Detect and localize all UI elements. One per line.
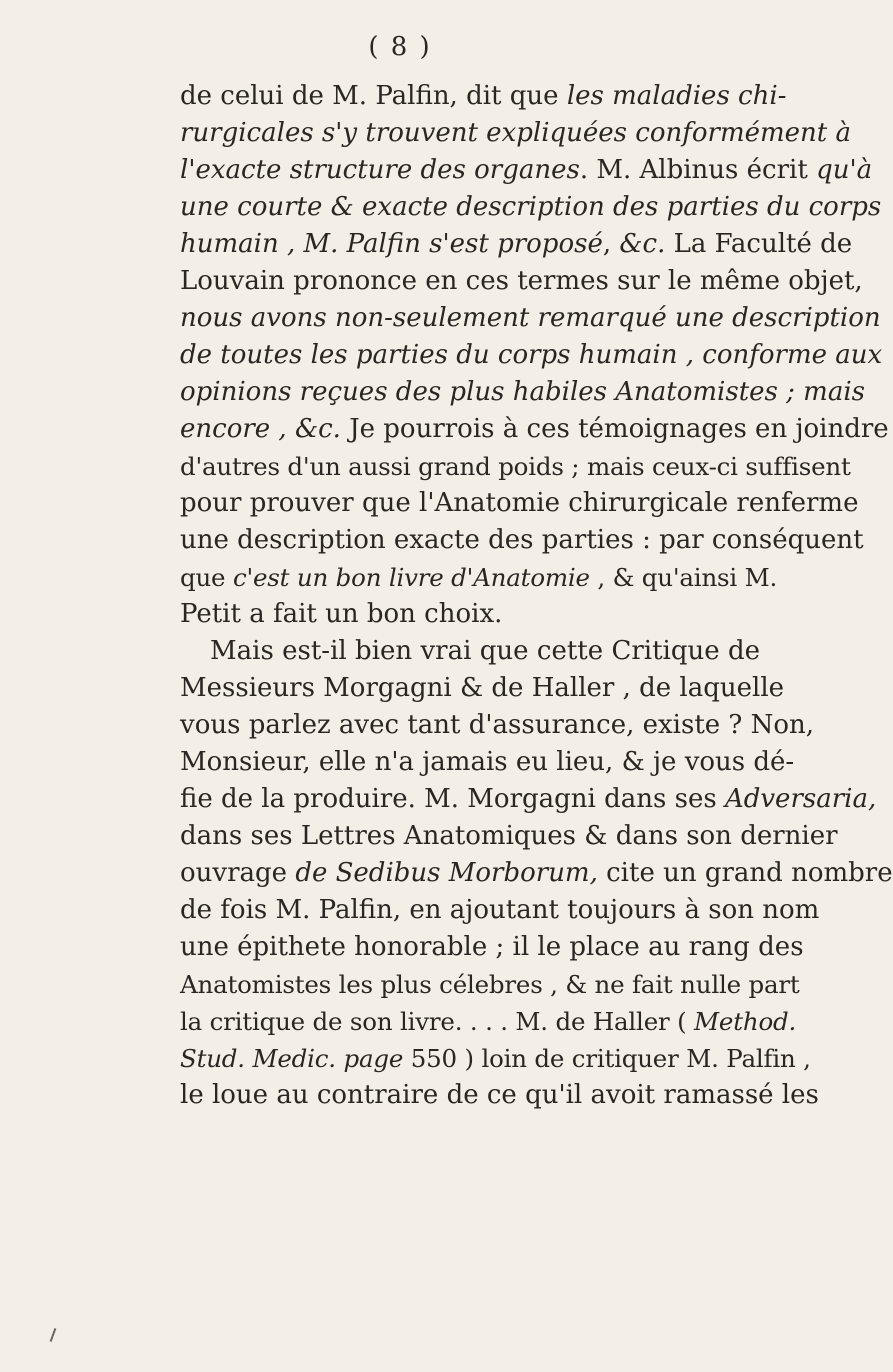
text-line — [180, 522, 864, 559]
roman-text: le loue au contraire de ce qu'il avoit ramassé les — [180, 1080, 819, 1110]
text-line — [180, 485, 859, 522]
text-line — [180, 670, 785, 707]
italic-text: c'est un bon livre d'Anatomie — [232, 563, 590, 592]
roman-text: Je pourrois à ces témoignages en joindre — [340, 414, 889, 444]
roman-text: de fois M. Palfin, en ajoutant toujours à son nom — [180, 895, 820, 925]
text-line — [180, 559, 778, 596]
roman-text: La Faculté de — [665, 229, 853, 259]
italic-text: Stud. Medic. page — [180, 1044, 404, 1073]
roman-text: Monsieur, elle n'a jamais eu lieu, & je vous dé- — [180, 747, 795, 777]
text-line — [180, 152, 873, 189]
text-line — [180, 744, 795, 781]
stray-ink-mark — [50, 1328, 57, 1342]
italic-text: une courte & exacte description des parties du corps — [180, 192, 882, 222]
text-line — [180, 1077, 819, 1114]
italic-text: Method. — [694, 1007, 797, 1036]
text-line — [180, 300, 881, 337]
text-line — [180, 596, 760, 633]
text-line — [180, 781, 877, 818]
text-line — [180, 115, 851, 152]
italic-text: nous avons non-seulement remarqué une description — [180, 303, 881, 333]
italic-text: rurgicales s'y trouvent expliquées conformément à — [180, 118, 851, 148]
roman-text: Mais est-il bien vrai que cette Critique de — [210, 636, 760, 666]
italic-text: Adversaria, — [724, 784, 877, 814]
roman-text: . M. Albinus écrit — [579, 155, 817, 185]
roman-text: Anatomistes les plus célebres , & ne fait nulle part — [180, 970, 800, 999]
text-line — [180, 929, 804, 966]
roman-text: , & qu'ainsi M. — [589, 563, 778, 592]
roman-text: de celui de M. Palfin, dit que — [180, 81, 567, 111]
roman-text: , — [602, 229, 620, 259]
roman-text: Petit a fait un bon choix. — [180, 599, 503, 629]
roman-text: ouvrage — [180, 858, 296, 888]
text-line — [180, 707, 815, 744]
body-text — [180, 78, 893, 1114]
roman-text: Messieurs Morgagni & de Haller , de laquelle — [180, 673, 785, 703]
text-line — [180, 1003, 797, 1040]
text-line — [180, 818, 838, 855]
roman-text: 550 ) loin de critiquer M. Palfin , — [403, 1044, 811, 1073]
text-line — [180, 263, 863, 300]
italic-text: qu'à — [816, 155, 873, 185]
roman-text: d'autres d'un aussi grand poids ; mais ceux-ci suffisent — [180, 452, 851, 481]
roman-text: pour prouver que l'Anatomie chirurgicale renferme — [180, 488, 859, 518]
italic-text: &c. — [619, 229, 666, 259]
italic-text: humain , M. Palfin s'est proposé — [180, 229, 603, 259]
text-line — [180, 1040, 811, 1077]
roman-text: Louvain prononce en ces termes sur le même objet, — [180, 266, 863, 296]
roman-text: dans ses Lettres Anatomiques & dans son dernier — [180, 821, 838, 851]
roman-text: cite un grand nombre — [597, 858, 893, 888]
page-number: ( 8 ) — [368, 32, 432, 62]
italic-text: opinions reçues des plus habiles Anatomistes ; mais — [180, 377, 865, 407]
italic-text: l'exacte structure des organes — [180, 155, 580, 185]
roman-text: vous parlez avec tant d'assurance, existe ? Non, — [180, 710, 815, 740]
text-line — [180, 226, 853, 263]
text-line — [180, 966, 800, 1003]
italic-text: de Sedibus Morborum, — [295, 858, 598, 888]
text-line — [180, 855, 893, 892]
roman-text: une épithete honorable ; il le place au rang des — [180, 932, 804, 962]
roman-text: fie de la produire. M. Morgagni dans ses — [180, 784, 725, 814]
roman-text: une description exacte des parties : par conséquent — [180, 525, 864, 555]
roman-text: la critique de son livre. . . . M. de Haller ( — [180, 1007, 695, 1036]
text-line — [180, 78, 787, 115]
text-line — [180, 337, 883, 374]
text-line — [180, 892, 820, 929]
italic-text: de toutes les parties du corps humain , conforme aux — [180, 340, 883, 370]
text-line — [180, 633, 760, 670]
text-line — [180, 411, 889, 448]
text-line — [180, 189, 882, 226]
text-line — [180, 374, 865, 411]
italic-text: les maladies chi- — [566, 81, 787, 111]
roman-text: que — [180, 563, 233, 592]
text-line — [180, 448, 851, 485]
italic-text: encore , &c. — [180, 414, 341, 444]
